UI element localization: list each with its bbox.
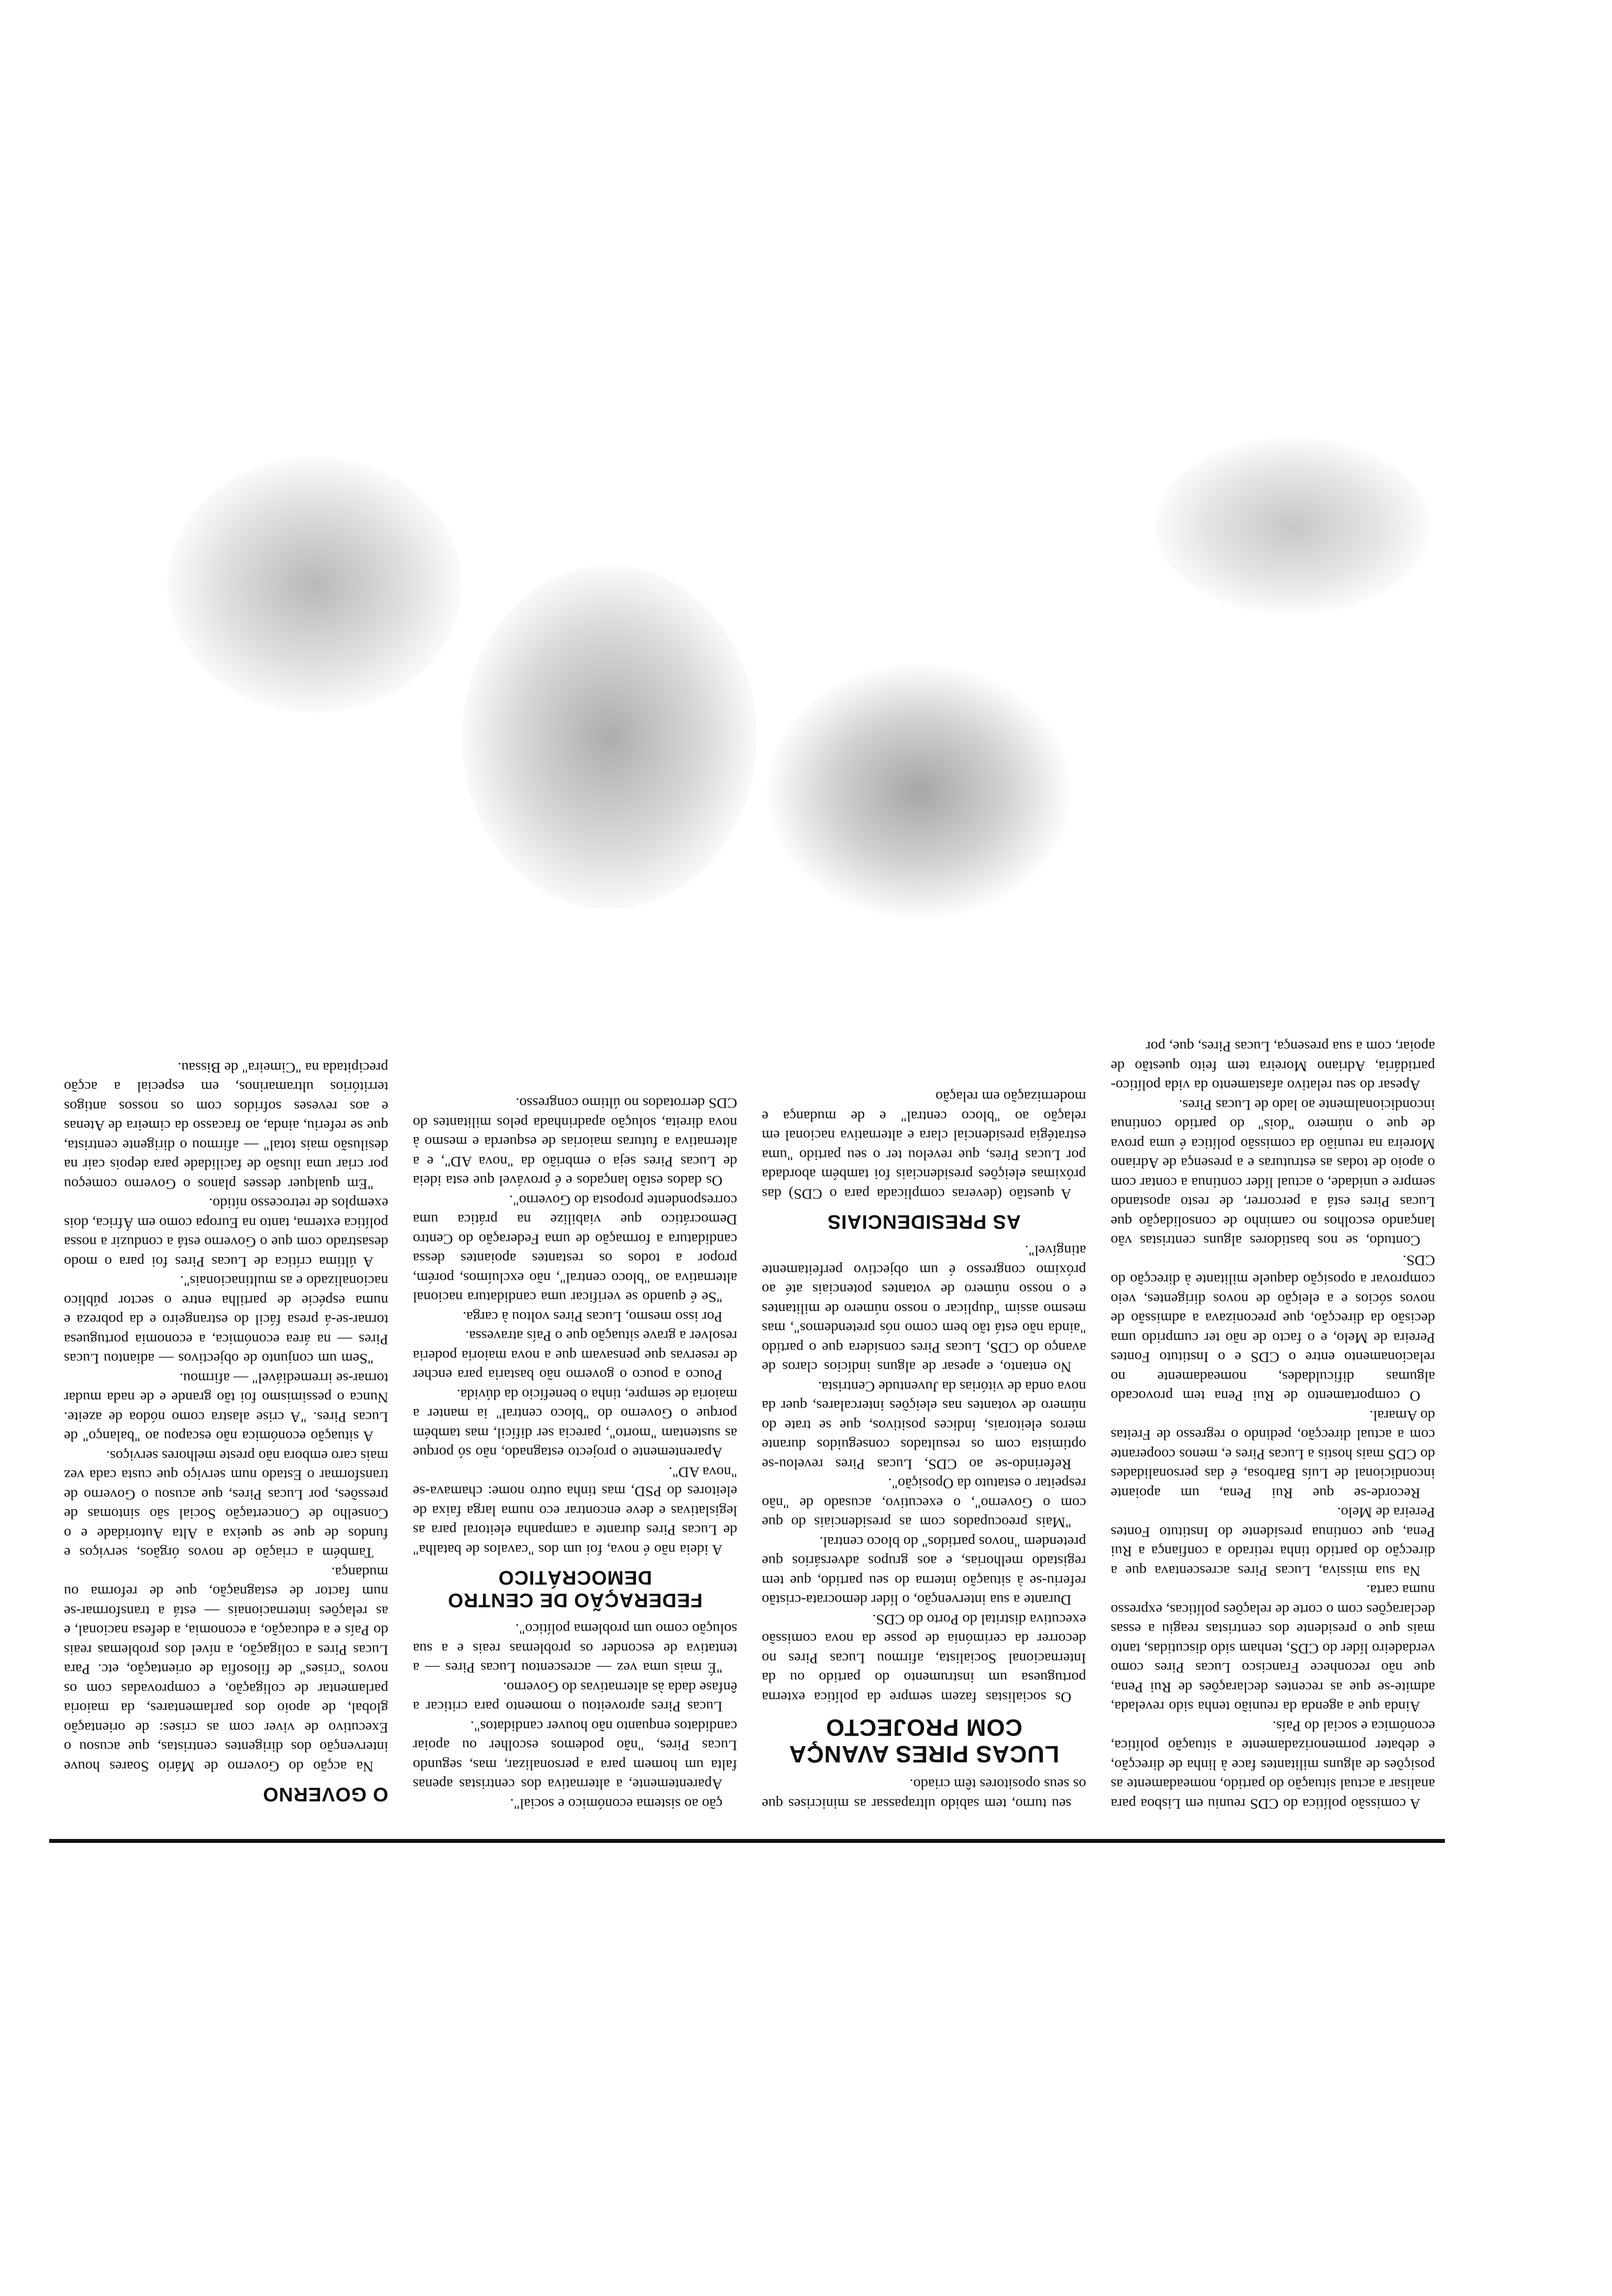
paragraph: A comissão política do CDS reuniu em Lisboa para analisar a actual situação do partido, nomeadamente as posições de alguns militantes face à linha de direcção, e debater pormenorizadamente a situação política, económica e social do País.	[1111, 1718, 1435, 1812]
paragraph: Por isso mesmo, Lucas Pires voltou à carga.	[462, 1309, 722, 1325]
paragraph: Na sua missiva, Lucas Pires acrescentava que a direcção do partido tinha retirado a confiança a Rui Pena, que continua presidente do Instituto Fontes Pereira de Melo.	[1111, 1504, 1435, 1579]
top-rule	[49, 1839, 1445, 1843]
paragraph: "Sem um conjunto de objectivos — adiantou Lucas Pires — na área económica, a economia portuguesa tornar-se-á presa fácil do estrangeiro e da pobreza e numa espécie de partilha entre o sector público nacionalizado e as multinacionais".	[64, 1273, 388, 1367]
paragraph: "Em qualquer desses planos o Governo começou por criar uma ilusão de facilidade para depois cair na desilusão mais total" — afirmou o dirigente centrista, que se referiu, ainda, ao fracasso da cimeira de Atenas e aos reveses sofridos com os nossos antigos territórios ultramarinos, em especial a acção precipitada na "Cimeira" de Bissau.	[64, 1060, 388, 1192]
paragraph: A questão (deveras complicada para o CDS) das próximas eleições presidenciais foi também abordada por Lucas Pires, que revelou ter o seu partido "uma estratégia presidencial clara e alternativa nacional em relação ao "bloco central" e de mudança e modernização em relação	[762, 1089, 1086, 1202]
paragraph: O comportamento de Rui Pena tem provocado algumas dificuldades, nomeadamente no relacionamento entre o CDS e o Instituto Fontes Pereira de Melo, e o facto de não ter cumprido uma decisão da direcção, que preconizava a admissão de novos sócios e a eleição de novos dirigentes, veio comprovar a oposição daquele militante à direcção do CDS.	[1111, 1252, 1435, 1405]
paragraph: ção ao sistema económico e social".	[510, 1796, 722, 1812]
paragraph: Os dados estão lançados e é provável que esta ideia de Lucas Pires seja o embrião da "nova AD", e a alternativa a futuras maiorias de esquerda e mesmo à nova direita, solução apadrinhada pelos militantes do CDS derrotados no último congresso.	[413, 1095, 737, 1189]
paragraph: Aparentemente o projecto estagnado, não só porque as sustentam "morto", parecia ser difícil, mas também porque o Governo do "bloco central" ia manter a maioria de sempre, tinha o benefício da dúvida.	[413, 1386, 737, 1461]
paragraph: Contudo, se nos bastidores alguns centristas vão lançando escolhos no caminho de consolidação que Lucas Pires está a percorrer, de resto apostando sempre e unidade, o actual líder continua a contar com o apoio de todas as estruturas e a presença de Adriano Moreira na reunião da comissão política é uma prova de que o número "dois" do partido continua incondicionalmente ao lado de Lucas Pires.	[1111, 1097, 1435, 1249]
paragraph: Recorde-se que Rui Pena, um apoiante incondicional de Luís Barbosa, é das personalidades do CDS mais hostis a Lucas Pires e, menos cooperante com a actual direcção, pedindo o regresso de Freitas do Amaral.	[1111, 1407, 1435, 1501]
paragraph: "Se é quando se verificar uma candidatura nacional alternativa ao "bloco central", não excluímos, porém, propor a todos os restantes apoiantes dessa candidatura a formação de uma Federação do Centro Democrático que viabilize na prática uma correspondente proposta do Governo".	[413, 1192, 737, 1306]
column-2	[762, 437, 1086, 1813]
paragraph: A última crítica de Lucas Pires foi para o modo desastrado com que o Governo está a conduzir a nossa política externa, tanto na Europa como em África, dois exemplos de retrocesso nítido.	[64, 1195, 388, 1270]
paragraph: Pouco a pouco o governo não bastaria para encher de reservas que pensavam que a nova maioria poderia resolver a grave situação que o País atravessa.	[413, 1328, 737, 1383]
paragraph: A ideia não é nova, foi um dos "cavalos de batalha" de Lucas Pires durante a campanha eleitoral para as legislativas e deve encontrar eco numa larga faixa de eleitores do PSD, mas tinha outro nome: chamava-se "nova AD".	[413, 1464, 737, 1558]
paragraph: Os socialistas fazem sempre da política externa portuguesa um instrumento do partido ou da Internacional Socialista, afirmou Lucas Pires no decorrer da cerimónia de posse da nova comissão executiva distrital do Porto do CDS.	[762, 1611, 1086, 1705]
column-1	[1111, 437, 1435, 1813]
paragraph: Na acção do Governo de Mário Soares houve intervenção dos dirigentes centristas, que acusou o Executivo de viver com as crises: de orientação global, de apoio dos parlamentares, da maioria parlamentar de coligação, e comprovadas com os novos "crises" de filosofia de orientação, etc. Para Lucas Pires a coligação, a nível dos problemas reais do País e a educação, a economia, a defesa nacional, e as relações internacionais — está a transformar-se num factor de estagnação, que de reforma ou mudança.	[64, 1564, 388, 1775]
paragraph: Lucas Pires aproveitou o momento para criticar a ênfase dada às alternativas do Governo.	[413, 1679, 737, 1715]
paragraph: Apesar do seu relativo afastamento da vida político-partidária, Adriano Moreira tem feito questão de apoiar, com a sua presença, Lucas Pires, que, por	[1111, 1038, 1435, 1094]
headline-federacao: FEDERAÇÃO DE CENTRO DEMOCRÁTICO	[447, 1567, 703, 1611]
paragraph: "É mais uma vez — acrescentou Lucas Pires — a tentativa de esconder os problemas reais e a sua solução como um problema político".	[413, 1621, 737, 1676]
paragraph: Aparentemente, a alternativa dos centristas apenas falta um homem para a personalizar, mas, segundo Lucas Pires, "não podemos escolher ou apoiar candidatos enquanto não houver candidatos".	[413, 1718, 737, 1793]
headline-lucas-pires: LUCAS PIRES AVANÇA COM PROJECTO	[788, 1714, 1060, 1767]
paragraph: "Mais preocupados com as presidenciais do que com o Governo", o executivo, acusado de "não respeitar o estatuto da Oposição".	[762, 1475, 1086, 1531]
paragraph: Também a criação de novos órgãos, serviços e fundos de que se queixa a Alta Autoridade e o Conselho de Concertação Social são sintomas de pressões, por Lucas Pires, que acusou o Governo de transformar o Estado num serviço que custa cada vez mais caro embora não preste melhores serviços.	[64, 1448, 388, 1561]
paragraph: Referindo-se ao CDS, Lucas Pires revelou-se optimista com os resultados conseguidos durante meros eleitorais, índices positivos, que se trate do número de votantes nas eleições intercalares, quer da nova onda de vitórias da Juventude Centrista.	[762, 1378, 1086, 1472]
newspaper-clipping	[49, 418, 1445, 1843]
paragraph: A situação económica não escapou ao "balanço" de Lucas Pires. "A crise alastra como nódoa de azeite. Nunca o pessimismo foi tão grande e de nada mudar tornar-se irremediável" — afirmou.	[64, 1370, 388, 1445]
paragraph: seu turno, tem sabido ultrapassar as minicrises que os seus opositores têm criado.	[762, 1776, 1086, 1812]
paragraph: Ainda que a agenda da reunião tenha sido revelada, admite-se que as recentes declarações de Rui Pena, que não reconhece Francisco Lucas Pires como verdadeiro líder do CDS, tenham sido discutidas, tanto mais que o presidente dos centristas reagiu a essas declarações com o corte de relações políticas, expresso numa carta.	[1111, 1582, 1435, 1715]
column-3	[413, 437, 737, 1813]
headline-presidenciais: AS PRESIDENCIAIS	[827, 1211, 1021, 1233]
column-4	[64, 437, 388, 1813]
paragraph: No entanto, e apesar de alguns indícios claros de avanço do CDS, Lucas Pires considera que o partido "ainda não está tão bem como nós pretendemos", mas mesmo assim "duplicar o nosso número de militantes e o nosso número de votantes potenciais até ao próximo congresso é um objectivo perfeitamente atingível".	[762, 1242, 1086, 1376]
headline-governo: O GOVERNO	[262, 1783, 388, 1805]
paragraph: Durante a sua intervenção, o líder democrata-cristão referiu-se à situação interna do seu partido, que tem registado melhorias, e aos grupos adversários que pretendem "novos partidos" do bloco central.	[762, 1534, 1086, 1608]
